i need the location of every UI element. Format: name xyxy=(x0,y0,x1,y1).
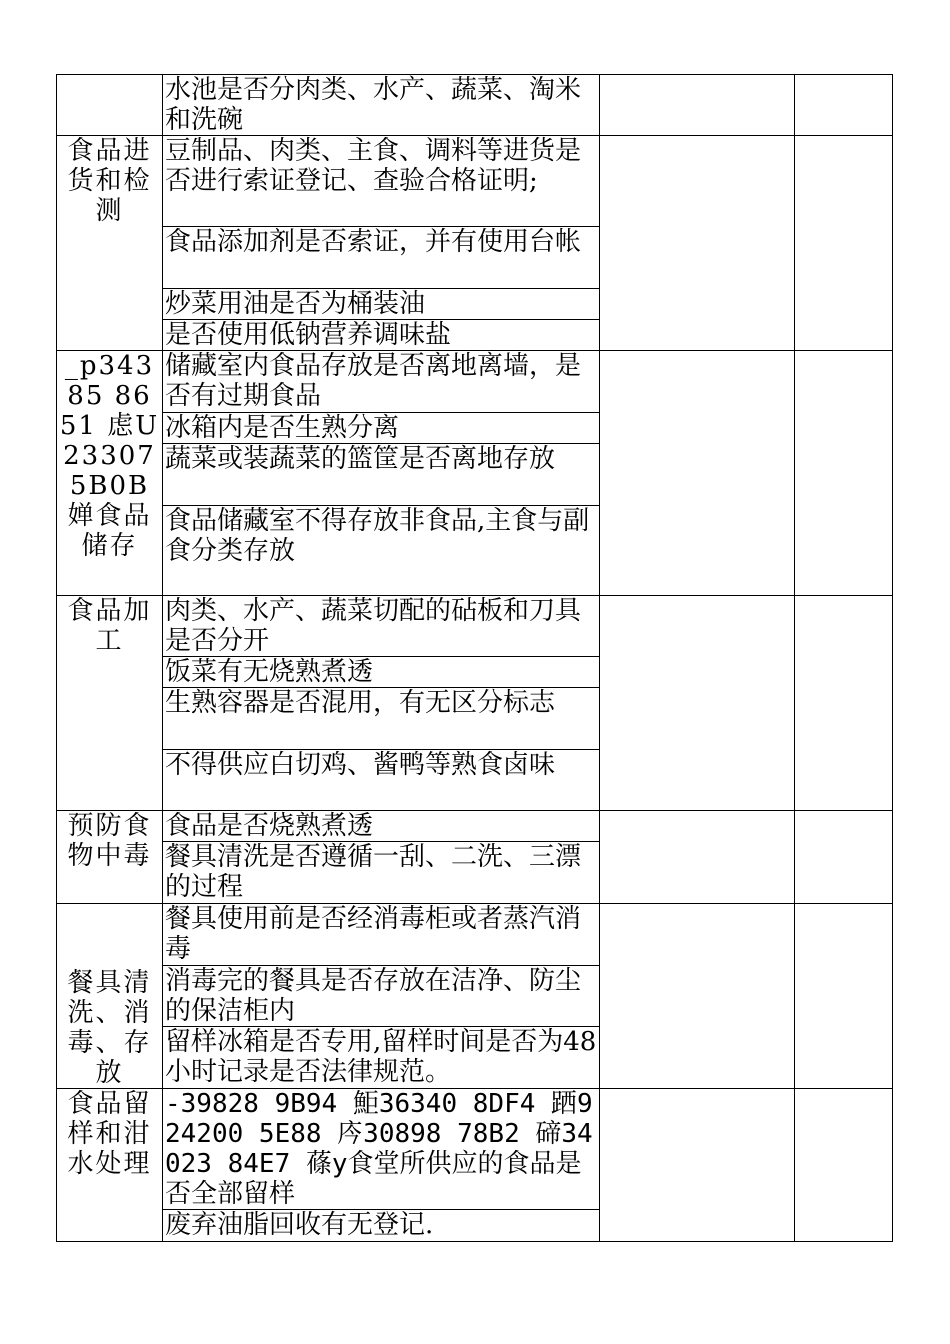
check-item: 冰箱内是否生熟分离 xyxy=(163,413,600,444)
check-item: 炒菜用油是否为桶装油 xyxy=(163,289,600,320)
remark-cell[interactable] xyxy=(795,904,893,1089)
check-item: 生熟容器是否混用，有无区分标志 xyxy=(163,688,600,750)
remark-cell[interactable] xyxy=(795,596,893,811)
remark-cell[interactable] xyxy=(795,136,893,351)
table-row xyxy=(57,596,893,657)
check-item: 食品是否烧熟煮透 xyxy=(163,811,600,842)
category-cell xyxy=(57,75,163,136)
result-cell[interactable] xyxy=(600,1089,795,1242)
check-item: 消毒完的餐具是否存放在洁净、防尘的保洁柜内 xyxy=(163,966,600,1027)
category-cell: 餐具清洗、消毒、存放 xyxy=(57,904,163,1089)
result-cell[interactable] xyxy=(600,596,795,811)
category-cell: 预防食物中毒 xyxy=(57,811,163,904)
check-item: 不得供应白切鸡、酱鸭等熟食卤味 xyxy=(163,750,600,811)
table-row xyxy=(57,136,893,227)
category-cell: _p34385 8651 虑U233075B0B 婵食品储存 xyxy=(57,351,163,596)
check-item: 是否使用低钠营养调味盐 xyxy=(163,320,600,351)
remark-cell[interactable] xyxy=(795,1089,893,1242)
check-item: 水池是否分肉类、水产、蔬菜、淘米和洗碗 xyxy=(163,75,600,136)
result-cell[interactable] xyxy=(600,811,795,904)
remark-cell[interactable] xyxy=(795,811,893,904)
remark-cell[interactable] xyxy=(795,351,893,596)
check-item: 食品添加剂是否索证，并有使用台帐 xyxy=(163,227,600,289)
inspection-sheet xyxy=(56,74,893,1242)
result-cell[interactable] xyxy=(600,75,795,136)
remark-cell[interactable] xyxy=(795,75,893,136)
check-item: 豆制品、肉类、主食、调料等进货是否进行索证登记、查验合格证明; xyxy=(163,136,600,227)
category-cell: 食品进货和检测 xyxy=(57,136,163,351)
check-item: 蔬菜或装蔬菜的篮筐是否离地存放 xyxy=(163,444,600,506)
table-row xyxy=(57,811,893,842)
category-cell: 食品加工 xyxy=(57,596,163,811)
category-cell: 食品留样和泔水处理 xyxy=(57,1089,163,1242)
result-cell[interactable] xyxy=(600,904,795,1089)
table-row xyxy=(57,904,893,966)
check-item: 废弃油脂回收有无登记. xyxy=(163,1210,600,1242)
check-item: 饭菜有无烧熟煮透 xyxy=(163,657,600,688)
check-item: 食品储藏室不得存放非食品,主食与副食分类存放 xyxy=(163,506,600,596)
check-item: 留样冰箱是否专用,留样时间是否为48小时记录是否法律规范。 xyxy=(163,1027,600,1089)
check-item: -39828 9B94 鮔36340 8DF4 跴924200 5E88 庈30898 78B2 碲34023 84E7 蓧y食堂所供应的食品是否全部留样 xyxy=(163,1089,600,1210)
table-row xyxy=(57,351,893,413)
check-item: 餐具使用前是否经消毒柜或者蒸汽消毒 xyxy=(163,904,600,966)
inspection-table xyxy=(56,74,893,1242)
table-row xyxy=(57,75,893,136)
check-item: 肉类、水产、蔬菜切配的砧板和刀具是否分开 xyxy=(163,596,600,657)
table-row xyxy=(57,1089,893,1210)
check-item: 储藏室内食品存放是否离地离墙，是否有过期食品 xyxy=(163,351,600,413)
result-cell[interactable] xyxy=(600,351,795,596)
result-cell[interactable] xyxy=(600,136,795,351)
check-item: 餐具清洗是否遵循一刮、二洗、三漂的过程 xyxy=(163,842,600,904)
